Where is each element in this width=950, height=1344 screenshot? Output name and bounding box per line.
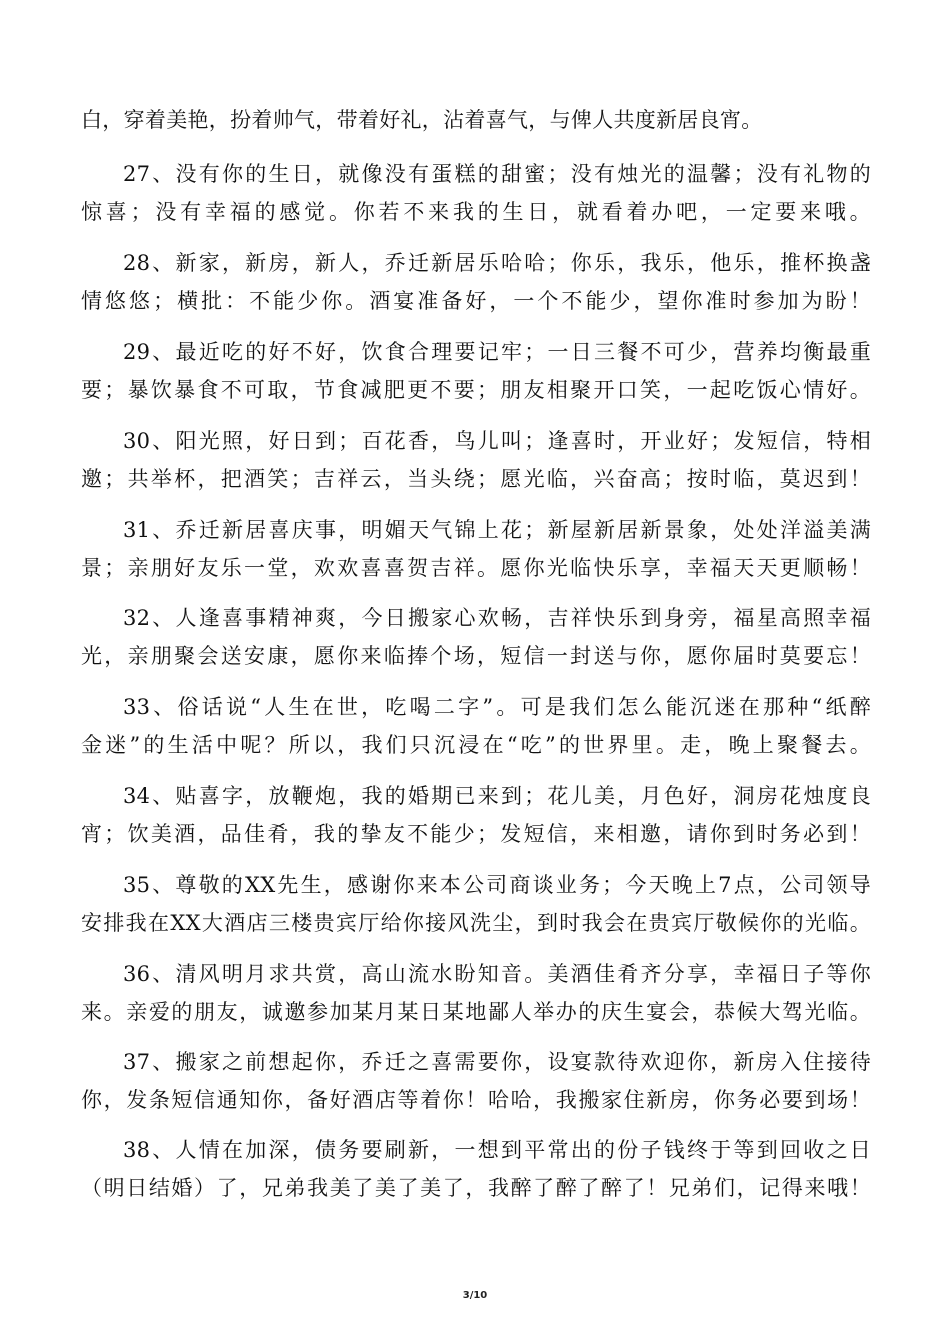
paragraph-28 bbox=[81, 244, 871, 320]
text-line: 安排我在XX大酒店三楼贵宾厅给你接风洗尘，到时我会在贵宾厅敬候你的光临。 bbox=[81, 911, 871, 935]
text-line: 36、清风明月求共赏，高山流水盼知音。美酒佳肴齐分享，幸福日子等你 bbox=[123, 962, 871, 986]
paragraph-29 bbox=[81, 333, 871, 409]
text-line: 38、人情在加深，债务要刷新，一想到平常出的份子钱终于等到回收之日 bbox=[123, 1138, 871, 1162]
text-line: 光，亲朋聚会送安康，愿你来临捧个场，短信一封送与你，愿你届时莫要忘！ bbox=[81, 644, 871, 668]
text-line: 32、人逢喜事精神爽，今日搬家心欢畅，吉祥快乐到身旁，福星高照幸福 bbox=[123, 606, 871, 630]
text-line: 情悠悠；横批：不能少你。酒宴准备好，一个不能少，望你准时参加为盼！ bbox=[81, 289, 871, 313]
text-line: 邀；共举杯，把酒笑；吉祥云，当头绕；愿光临，兴奋高；按时临，莫迟到！ bbox=[81, 467, 871, 491]
text-line: 28、新家，新房，新人，乔迁新居乐哈哈；你乐，我乐，他乐，推杯换盏 bbox=[123, 251, 871, 275]
paragraph-37 bbox=[81, 1043, 871, 1119]
text-line: 你，发条短信通知你，备好酒店等着你！哈哈，我搬家住新房，你务必要到场！ bbox=[81, 1088, 871, 1112]
text-line: 30、阳光照，好日到；百花香，鸟儿叫；逢喜时，开业好；发短信，特相 bbox=[123, 429, 871, 453]
paragraph-continued bbox=[81, 101, 871, 139]
paragraph-33 bbox=[81, 688, 871, 764]
text-line: 宵；饮美酒，品佳肴，我的挚友不能少；发短信，来相邀，请你到时务必到！ bbox=[81, 822, 871, 846]
text-line: 33、俗话说“人生在世，吃喝二字”。可是我们怎么能沉迷在那种“纸醉 bbox=[123, 695, 871, 719]
text-line: 29、最近吃的好不好，饮食合理要记牢；一日三餐不可少，营养均衡最重 bbox=[123, 340, 871, 364]
text-line: 37、搬家之前想起你，乔迁之喜需要你，设宴款待欢迎你，新房入住接待 bbox=[123, 1050, 871, 1074]
paragraph-31 bbox=[81, 511, 871, 587]
text-line: 35、尊敬的XX先生，感谢你来本公司商谈业务；今天晚上7点，公司领导 bbox=[123, 873, 871, 897]
text-line: 来。亲爱的朋友，诚邀参加某月某日某地鄙人举办的庆生宴会，恭候大驾光临。 bbox=[81, 1000, 871, 1024]
text-line: 27、没有你的生日，就像没有蛋糕的甜蜜；没有烛光的温馨；没有礼物的 bbox=[123, 162, 871, 186]
text-line: 白，穿着美艳，扮着帅气，带着好礼，沾着喜气，与俾人共度新居良宵。 bbox=[81, 108, 763, 132]
text-line: 34、贴喜字，放鞭炮，我的婚期已来到；花儿美，月色好，洞房花烛度良 bbox=[123, 784, 871, 808]
text-line: （明日结婚）了，兄弟我美了美了美了，我醉了醉了醉了！兄弟们，记得来哦！ bbox=[81, 1176, 871, 1200]
text-line: 31、乔迁新居喜庆事，明媚天气锦上花；新屋新居新景象，处处洋溢美满 bbox=[123, 518, 871, 542]
page-number: 3/10 bbox=[462, 1290, 488, 1301]
text-line: 惊喜；没有幸福的感觉。你若不来我的生日，就看着办吧，一定要来哦。 bbox=[81, 200, 871, 224]
paragraph-35 bbox=[81, 866, 871, 942]
paragraph-36 bbox=[81, 955, 871, 1031]
text-line: 金迷”的生活中呢？所以，我们只沉浸在“吃”的世界里。走，晚上聚餐去。 bbox=[81, 733, 871, 757]
paragraph-27 bbox=[81, 155, 871, 231]
paragraph-34 bbox=[81, 777, 871, 853]
paragraph-38 bbox=[81, 1131, 871, 1207]
text-line: 要；暴饮暴食不可取，节食减肥更不要；朋友相聚开口笑，一起吃饭心情好。 bbox=[81, 378, 871, 402]
text-line: 景；亲朋好友乐一堂，欢欢喜喜贺吉祥。愿你光临快乐享，幸福天天更顺畅！ bbox=[81, 556, 871, 580]
paragraph-30 bbox=[81, 422, 871, 498]
paragraph-32 bbox=[81, 599, 871, 675]
